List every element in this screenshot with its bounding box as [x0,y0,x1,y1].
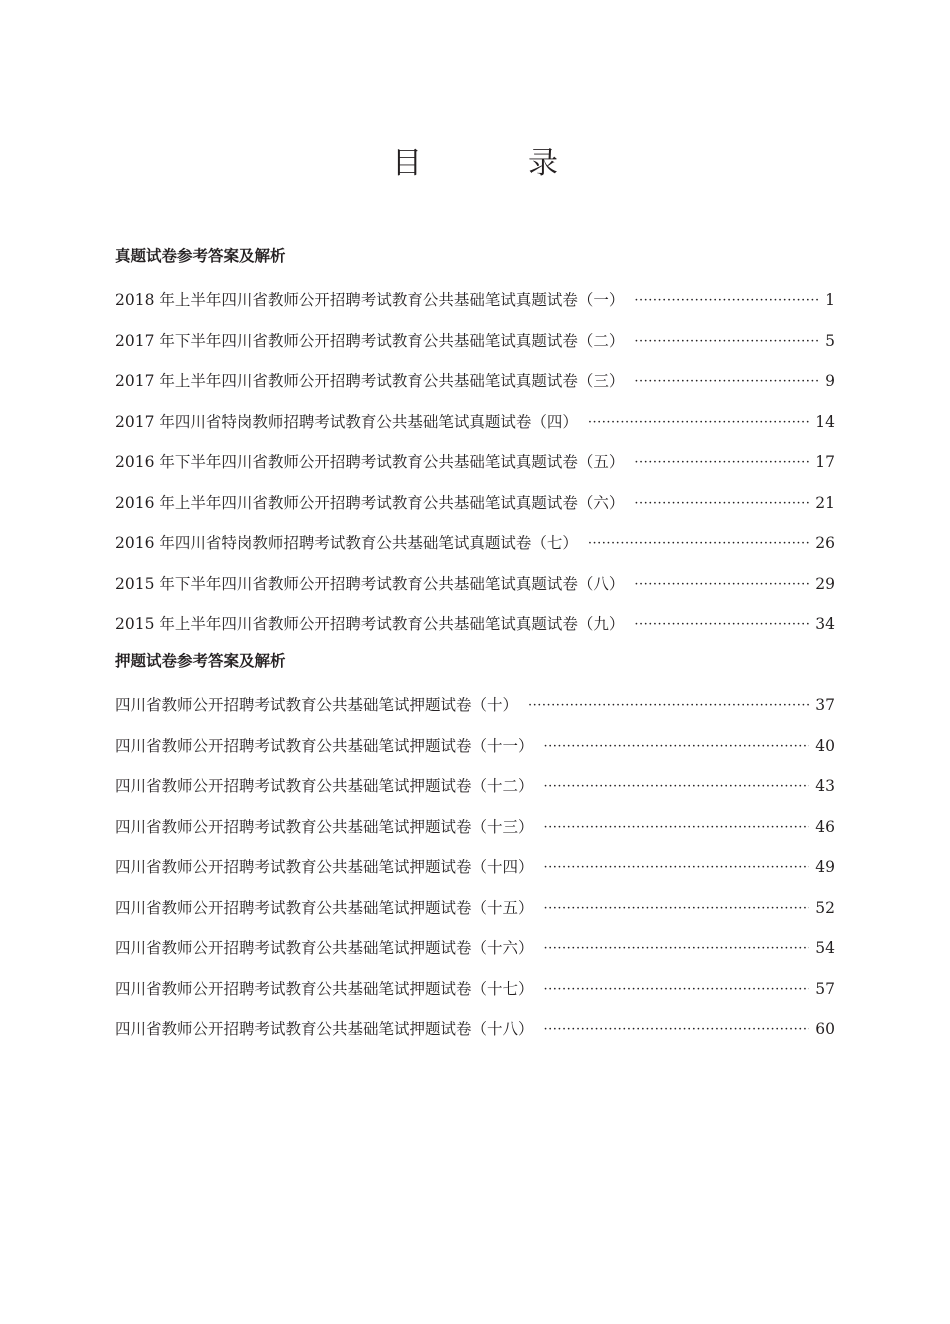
toc-entry[interactable] [115,443,835,484]
toc-entry-label: 2016 年下半年四川省教师公开招聘考试教育公共基础笔试真题试卷（五） [115,453,625,472]
toc-entry[interactable] [115,362,835,403]
toc-entry-page: 46 [815,817,835,836]
leader-dots [634,487,809,520]
toc-entry-label: 四川省教师公开招聘考试教育公共基础笔试押题试卷（十三） [115,817,534,836]
leader-dots [634,284,819,317]
toc-entry-label: 2015 年上半年四川省教师公开招聘考试教育公共基础笔试真题试卷（九） [115,615,625,634]
section-heading-real-exams: 真题试卷参考答案及解析 [115,247,286,265]
toc-entry-page: 49 [815,858,835,877]
toc-entry-label: 四川省教师公开招聘考试教育公共基础笔试押题试卷（十四） [115,858,534,877]
table-of-contents [115,240,835,1050]
leader-dots [528,689,809,722]
toc-entry-page: 14 [815,412,835,431]
toc-entry-label: 四川省教师公开招聘考试教育公共基础笔试押题试卷（十六） [115,939,534,958]
toc-entry[interactable] [115,605,835,646]
toc-entry-page: 34 [815,615,835,634]
toc-entry-label: 四川省教师公开招聘考试教育公共基础笔试押题试卷（十八） [115,1020,534,1039]
toc-entry-label: 四川省教师公开招聘考试教育公共基础笔试押题试卷（十二） [115,777,534,796]
toc-entry-label: 2015 年下半年四川省教师公开招聘考试教育公共基础笔试真题试卷（八） [115,574,625,593]
toc-entry-label: 2017 年上半年四川省教师公开招聘考试教育公共基础笔试真题试卷（三） [115,372,625,391]
page-title: 目 录 [392,146,596,181]
toc-entry-page: 17 [815,453,835,472]
leader-dots [588,406,809,439]
leader-dots [544,730,810,763]
toc-entry-page: 43 [815,777,835,796]
toc-entry-label: 四川省教师公开招聘考试教育公共基础笔试押题试卷（十） [115,696,519,715]
leader-dots [634,568,809,601]
toc-entry[interactable] [115,848,835,889]
leader-dots [634,446,809,479]
toc-entry[interactable] [115,807,835,848]
toc-entry[interactable] [115,524,835,565]
toc-entry-page: 37 [815,696,835,715]
toc-entry-page: 54 [815,939,835,958]
toc-entry[interactable] [115,969,835,1010]
toc-entry[interactable] [115,483,835,524]
toc-entry[interactable] [115,929,835,970]
toc-entry-page: 1 [825,291,835,310]
leader-dots [544,811,810,844]
toc-entry-label: 2017 年下半年四川省教师公开招聘考试教育公共基础笔试真题试卷（二） [115,331,625,350]
toc-entry[interactable] [115,888,835,929]
leader-dots [634,365,819,398]
toc-entry-label: 四川省教师公开招聘考试教育公共基础笔试押题试卷（十一） [115,736,534,755]
leader-dots [588,527,809,560]
toc-entry[interactable] [115,686,835,727]
leader-dots [634,325,819,358]
leader-dots [544,1013,810,1046]
section-heading-mock-exams: 押题试卷参考答案及解析 [115,652,286,670]
toc-entry[interactable] [115,767,835,808]
toc-entry-page: 26 [815,534,835,553]
toc-entry[interactable] [115,726,835,767]
toc-entry-label: 2016 年上半年四川省教师公开招聘考试教育公共基础笔试真题试卷（六） [115,493,625,512]
toc-entry-label: 四川省教师公开招聘考试教育公共基础笔试押题试卷（十七） [115,979,534,998]
toc-entry[interactable] [115,1010,835,1051]
toc-entry-page: 21 [815,493,835,512]
toc-entry-label: 2016 年四川省特岗教师招聘考试教育公共基础笔试真题试卷（七） [115,534,578,553]
toc-entry-page: 60 [815,1020,835,1039]
leader-dots [544,973,810,1006]
toc-entry-page: 9 [825,372,835,391]
leader-dots [544,932,810,965]
toc-entry-label: 2018 年上半年四川省教师公开招聘考试教育公共基础笔试真题试卷（一） [115,291,625,310]
toc-entry[interactable] [115,321,835,362]
toc-entry-page: 29 [815,574,835,593]
leader-dots [634,608,809,641]
toc-entry-page: 52 [815,898,835,917]
toc-entry-page: 5 [825,331,835,350]
toc-entry[interactable] [115,402,835,443]
toc-entry-label: 2017 年四川省特岗教师招聘考试教育公共基础笔试真题试卷（四） [115,412,578,431]
leader-dots [544,892,810,925]
leader-dots [544,770,810,803]
toc-entry-page: 57 [815,979,835,998]
toc-entry[interactable] [115,564,835,605]
leader-dots [544,851,810,884]
toc-entry[interactable] [115,281,835,322]
toc-entry-label: 四川省教师公开招聘考试教育公共基础笔试押题试卷（十五） [115,898,534,917]
toc-entry-page: 40 [815,736,835,755]
